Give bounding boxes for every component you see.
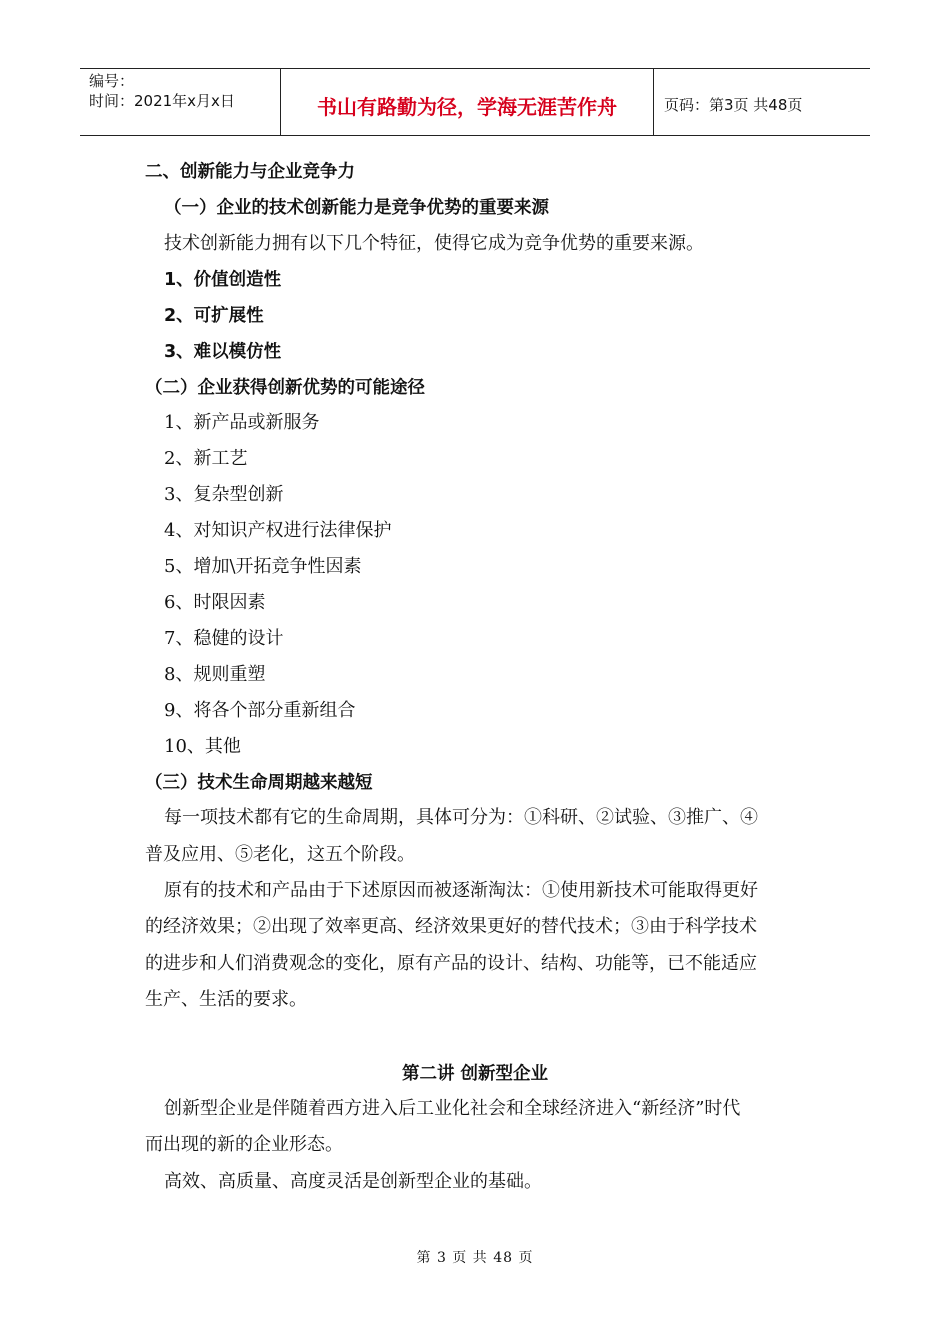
paragraph-line: 生产、生活的要求。 [145,989,307,1010]
paragraph-line: 普及应用、⑤老化，这五个阶段。 [145,844,415,865]
header-motto: 书山有路勤为径，学海无涯苦作舟 [281,69,654,135]
feature-item: 1、价值创造性 [164,270,282,290]
header-page-info: 页码：第3页 共48页 [664,95,803,114]
paragraph-line: 创新型企业是伴随着西方进入后工业化社会和全球经济进入“新经济”时代 [164,1098,741,1119]
paragraph-line: 每一项技术都有它的生命周期，具体可分为：①科研、②试验、③推广、④ [164,807,758,828]
feature-item: 3、难以模仿性 [164,342,282,362]
path-item: 2、新工艺 [164,448,248,469]
path-item: 4、对知识产权进行法律保护 [164,520,392,541]
paragraph-line: 原有的技术和产品由于下述原因而被逐渐淘汰：①使用新技术可能取得更好 [164,880,758,901]
path-item: 3、复杂型创新 [164,484,284,505]
subsection-title-2: （二）企业获得创新优势的可能途径 [145,378,425,398]
path-item: 1、新产品或新服务 [164,412,320,433]
paragraph-line: 的经济效果；②出现了效率更高、经济效果更好的替代技术；③由于科学技术 [145,916,757,937]
subsection-title-1: （一）企业的技术创新能力是竞争优势的重要来源 [164,198,549,218]
time-label: 时间：2021年x月x日 [89,92,235,110]
subsection-title-3: （三）技术生命周期越来越短 [145,773,373,793]
lecture-title: 第二讲 创新型企业 [401,1064,549,1084]
paragraph-line: 而出现的新的企业形态。 [145,1134,343,1155]
path-item: 5、增加\开拓竞争性因素 [164,556,362,577]
path-item: 6、时限因素 [164,592,266,613]
paragraph-line: 高效、高质量、高度灵活是创新型企业的基础。 [164,1171,542,1192]
section-title: 二、创新能力与企业竞争力 [145,162,355,182]
header-meta [80,69,281,135]
number-label: 编号： [89,72,135,90]
subsection-1-intro: 技术创新能力拥有以下几个特征，使得它成为竞争优势的重要来源。 [164,233,704,254]
path-item: 10、其他 [164,736,241,757]
path-item: 9、将各个部分重新组合 [164,700,356,721]
page-footer: 第 3 页 共 48 页 [416,1250,534,1266]
paragraph-line: 的进步和人们消费观念的变化，原有产品的设计、结构、功能等，已不能适应 [145,953,757,974]
feature-item: 2、可扩展性 [164,306,264,326]
document-header [80,68,870,136]
path-item: 7、稳健的设计 [164,628,284,649]
path-item: 8、规则重塑 [164,664,266,685]
